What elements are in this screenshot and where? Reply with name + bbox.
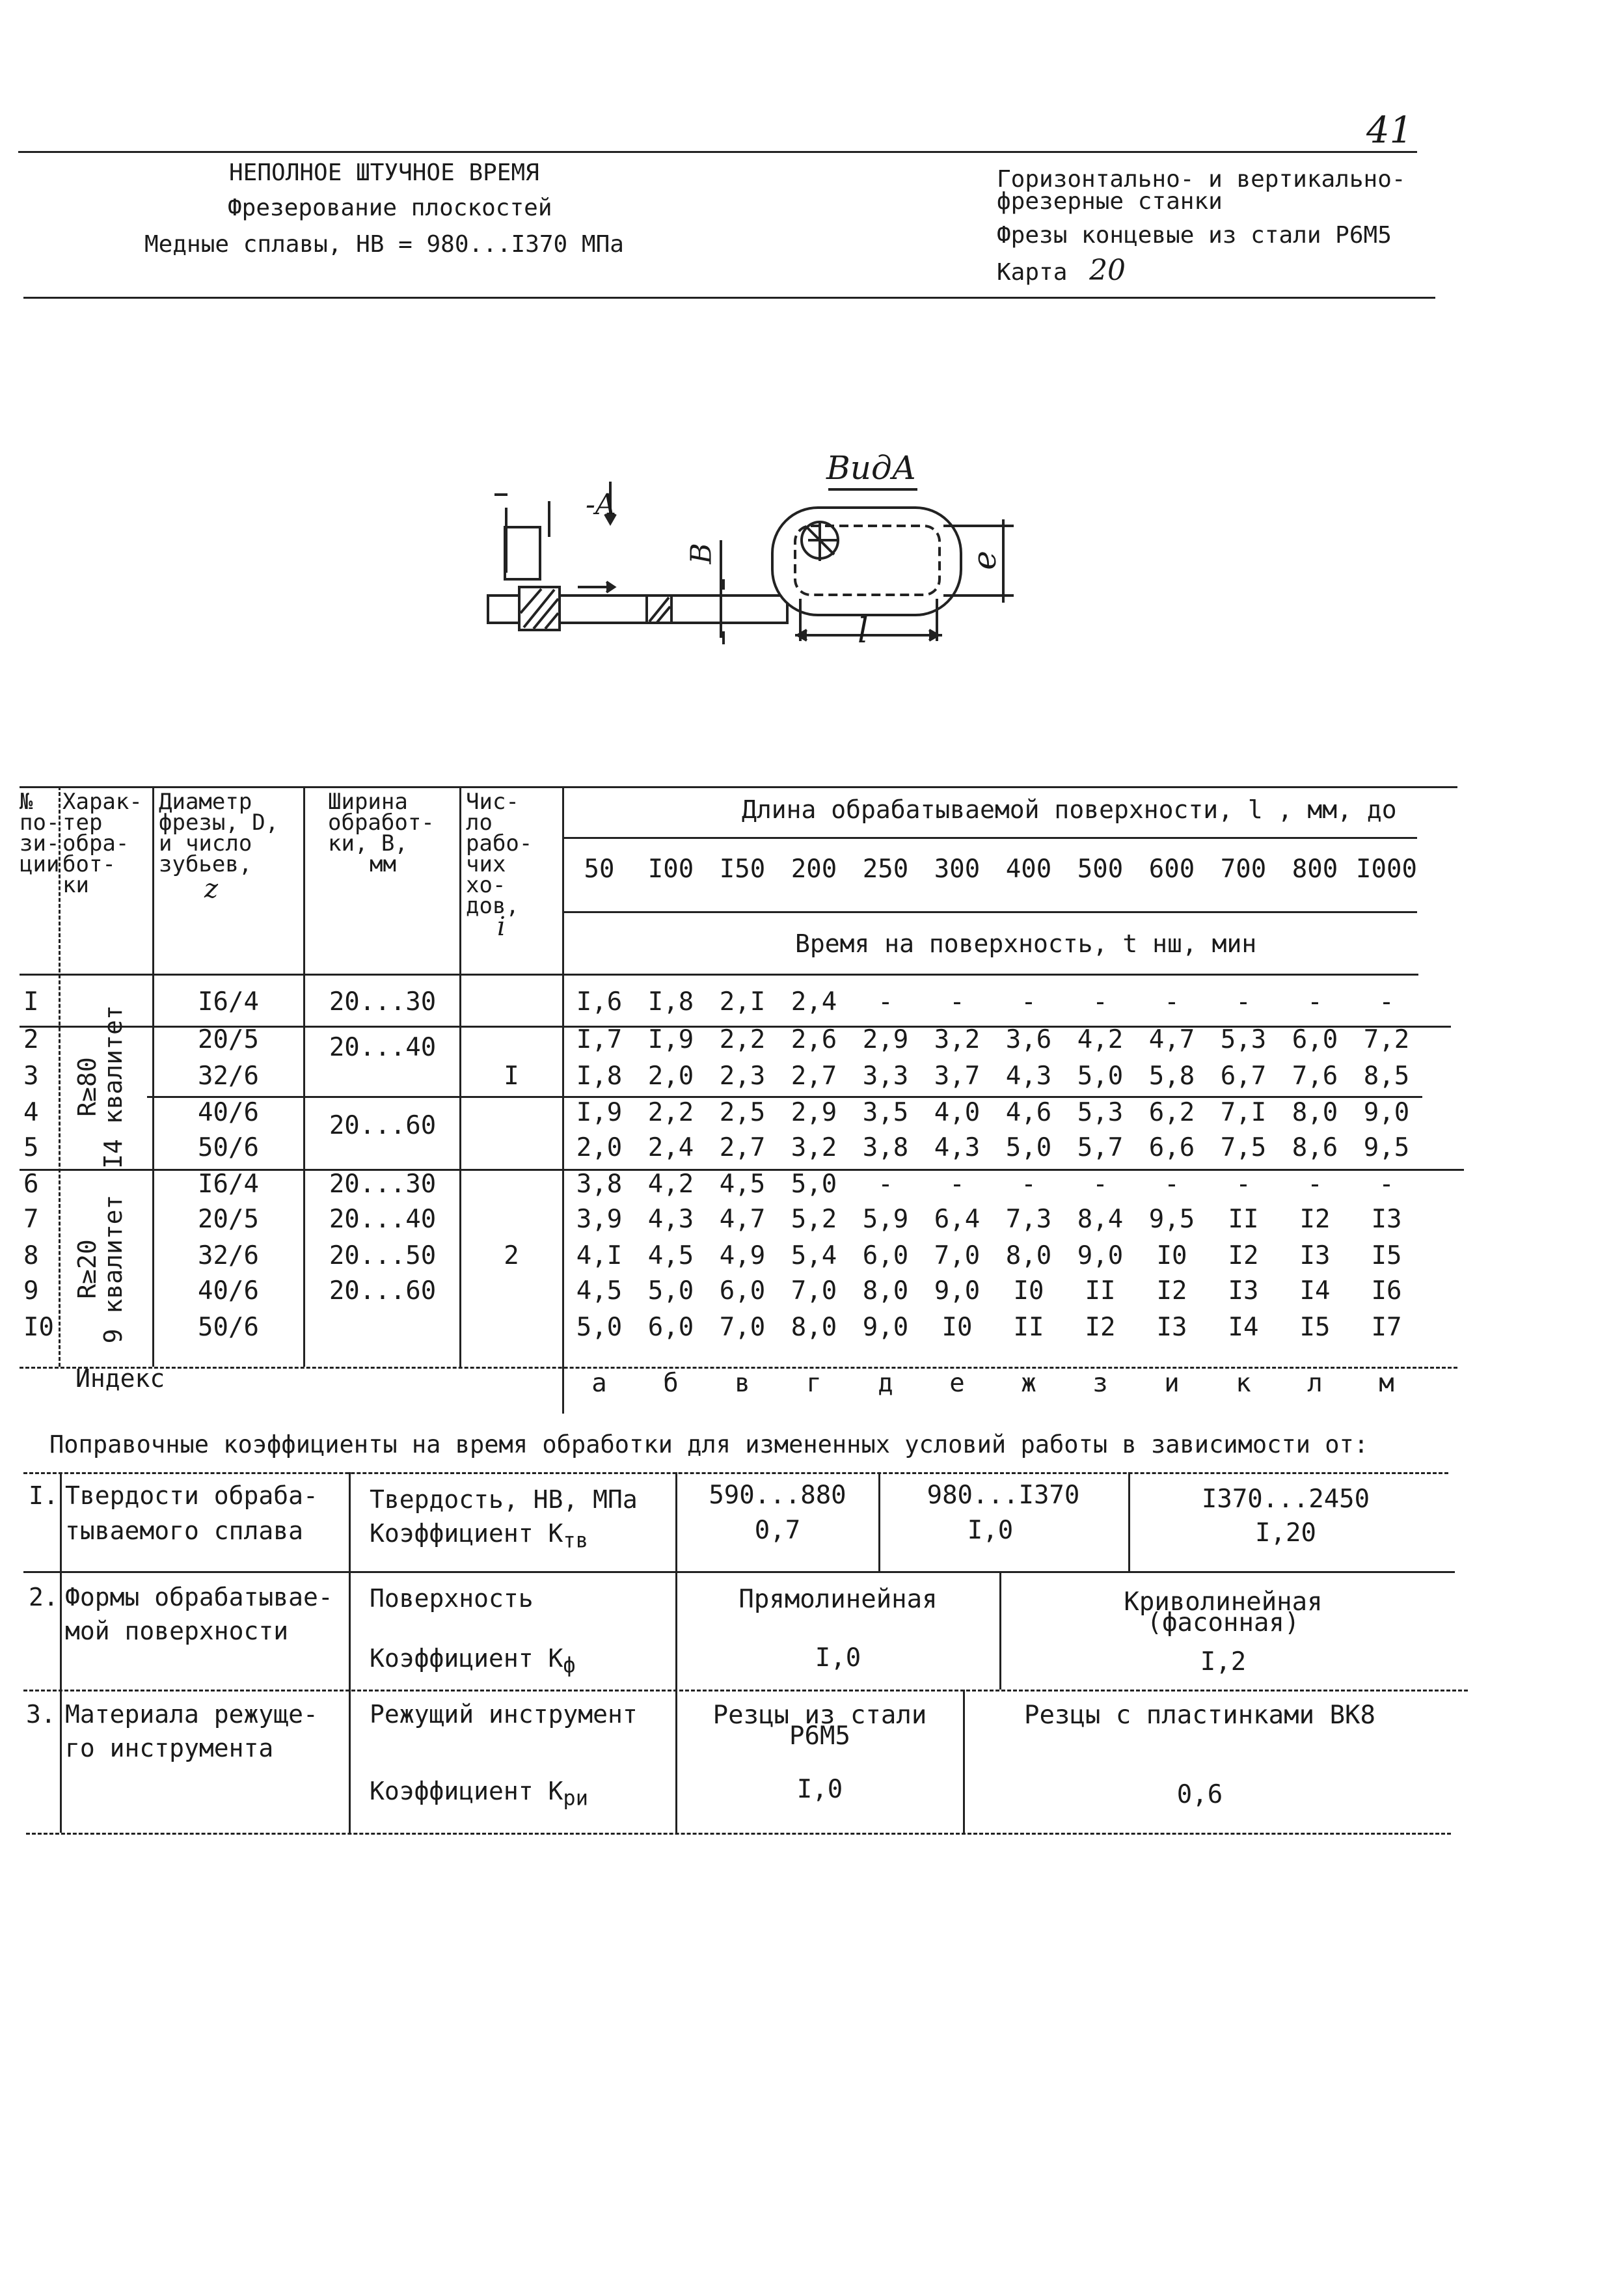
row-value: 4,5 xyxy=(647,1241,694,1270)
row-value: - xyxy=(1307,987,1323,1017)
row-value: 2,4 xyxy=(791,987,837,1017)
milling-sketch xyxy=(468,443,1054,657)
row-value: I,8 xyxy=(576,1061,623,1091)
header-char-line3: обра- xyxy=(62,830,129,856)
row-value: 6,2 xyxy=(1148,1098,1195,1127)
row-value: 6,0 xyxy=(647,1313,694,1342)
corr-r1-v3: I,20 xyxy=(1255,1518,1316,1548)
figure-label-l: l xyxy=(858,612,869,651)
figure-label-e: e xyxy=(965,551,1003,570)
row-value: I6 xyxy=(1371,1276,1402,1306)
corr-r2-v2: I,2 xyxy=(1200,1647,1247,1677)
row-value: 4,5 xyxy=(576,1276,623,1306)
corr-r2-rule xyxy=(23,1690,1468,1691)
row-value: 6,6 xyxy=(1148,1133,1195,1162)
row-value: 2,4 xyxy=(647,1133,694,1162)
header-char xyxy=(62,791,154,896)
header-diam-line5: z xyxy=(204,874,219,904)
row-value: 2,2 xyxy=(719,1025,766,1054)
row-value: 2,9 xyxy=(791,1098,837,1127)
corr-r1-param2 xyxy=(370,1519,588,1555)
row-value: 5,0 xyxy=(576,1313,623,1342)
row-diam: 40/6 xyxy=(198,1276,259,1306)
row-value: 4,9 xyxy=(719,1241,766,1270)
corr-r1-name1: Твердости обраба- xyxy=(65,1481,318,1510)
row-value: - xyxy=(1164,987,1180,1017)
row-value: I0 xyxy=(1156,1241,1187,1270)
row-diam: 50/6 xyxy=(198,1133,259,1162)
corr-r1-c1: 590...880 xyxy=(709,1481,846,1510)
row-value: - xyxy=(1307,1170,1323,1199)
row-value: 4,7 xyxy=(719,1205,766,1234)
row-value: 2,6 xyxy=(791,1025,837,1054)
row-value: I,9 xyxy=(647,1025,694,1054)
corr-r3-c1a: Резцы из стали xyxy=(712,1701,927,1730)
figure-label-b: B xyxy=(684,543,718,564)
corr-r1-name2: тываемого сплава xyxy=(65,1516,304,1545)
length-header: 50 xyxy=(584,855,615,884)
row-value: 4,2 xyxy=(647,1170,694,1199)
corr-r2-param1: Поверхность xyxy=(370,1584,534,1613)
row-value: 8,5 xyxy=(1363,1061,1410,1091)
row-value: 2,2 xyxy=(647,1098,694,1127)
row-value: II xyxy=(1228,1205,1259,1234)
row-value: - xyxy=(878,1170,893,1199)
length-header: 400 xyxy=(1005,855,1052,884)
corr-r3-param2-sub: ри xyxy=(563,1785,588,1811)
header-pos xyxy=(20,791,59,875)
header-passes-line2: ло xyxy=(466,810,493,836)
row-value: 3,6 xyxy=(1005,1025,1052,1054)
table-header-bottom-rule xyxy=(20,974,1418,976)
row-value: I3 xyxy=(1156,1313,1187,1342)
row-value: 5,4 xyxy=(791,1241,837,1270)
row-width: 20...40 xyxy=(329,1205,437,1234)
row-value: 3,7 xyxy=(934,1061,981,1091)
index-cell: е xyxy=(949,1369,965,1398)
row-value: - xyxy=(1021,987,1036,1017)
row-value: 4,2 xyxy=(1077,1025,1124,1054)
corr-r1-v2: I,0 xyxy=(967,1516,1014,1545)
row-value: I7 xyxy=(1371,1313,1402,1342)
row-value: 5,8 xyxy=(1148,1061,1195,1091)
row-diam: 40/6 xyxy=(198,1098,259,1127)
row-value: 4,3 xyxy=(1005,1061,1052,1091)
row-value: - xyxy=(1092,987,1108,1017)
length-header: 500 xyxy=(1077,855,1124,884)
row-value: 7,3 xyxy=(1005,1205,1052,1234)
length-header: 800 xyxy=(1292,855,1338,884)
row-value: 5,0 xyxy=(1077,1061,1124,1091)
row-value: I0 xyxy=(1013,1276,1044,1306)
header-diam xyxy=(159,791,302,903)
width-merged-2: 20...60 xyxy=(329,1111,437,1140)
table-length-rule xyxy=(563,837,1417,839)
row-width: 20...30 xyxy=(329,987,437,1017)
row-value: 4,7 xyxy=(1148,1025,1195,1054)
length-header: I00 xyxy=(647,855,694,884)
row-value: - xyxy=(1379,1170,1394,1199)
row-diam: 32/6 xyxy=(198,1061,259,1091)
row-value: 2,3 xyxy=(719,1061,766,1091)
row-value: 7,0 xyxy=(719,1313,766,1342)
row-value: 7,0 xyxy=(791,1276,837,1306)
header-diam-line3: и число xyxy=(159,830,252,856)
index-cell: б xyxy=(663,1369,679,1398)
row-value: 9,0 xyxy=(1077,1241,1124,1270)
row-passes: 2 xyxy=(504,1241,519,1270)
row-value: - xyxy=(1379,987,1394,1017)
header-width-line2: обработ- xyxy=(328,810,435,836)
row-value: I2 xyxy=(1228,1241,1259,1270)
row-value: 9,5 xyxy=(1148,1205,1195,1234)
row-pos: 7 xyxy=(23,1205,39,1234)
corr-r1-c3: I370...2450 xyxy=(1201,1485,1370,1514)
corr-r2-c2b: (фасонная) xyxy=(1146,1608,1300,1637)
header-char-line2: тер xyxy=(62,810,103,836)
header-passes-line7: i xyxy=(497,912,506,942)
corr-divider-r3 xyxy=(963,1690,965,1833)
length-header: I000 xyxy=(1356,855,1417,884)
index-cell: з xyxy=(1092,1369,1108,1398)
corr-r2-c1: Прямолинейная xyxy=(738,1585,938,1614)
row-value: I2 xyxy=(1085,1313,1116,1342)
row-pos: 5 xyxy=(23,1133,39,1162)
row-pos: 3 xyxy=(23,1061,39,1091)
header-diam-line4: зубьев, xyxy=(159,851,252,877)
row-value: 6,7 xyxy=(1220,1061,1267,1091)
corr-divider-1 xyxy=(60,1472,62,1833)
row-value: 6,0 xyxy=(1292,1025,1338,1054)
corr-r3-v1: I,0 xyxy=(796,1775,843,1804)
row-value: I4 xyxy=(1299,1276,1331,1306)
table-length-values-rule xyxy=(563,911,1417,913)
figure-view-title: ВидА xyxy=(826,449,917,487)
row-pos: 2 xyxy=(23,1025,39,1054)
header-width-line3: ки, В, xyxy=(328,830,408,856)
card-label-text: Карта xyxy=(997,259,1068,286)
header-passes-line6: дов, xyxy=(466,893,519,919)
index-cell: к xyxy=(1236,1369,1251,1398)
index-cell: ж xyxy=(1021,1369,1036,1398)
group2-label xyxy=(74,1185,139,1354)
header-diam-line2: фрезы, D, xyxy=(159,810,279,836)
figure-label-a: -A xyxy=(586,488,616,521)
group2-label-line2: 9 квалитет xyxy=(99,1194,128,1344)
row-value: I3 xyxy=(1371,1205,1402,1234)
row-value: 3,5 xyxy=(862,1098,909,1127)
header-passes xyxy=(466,789,562,942)
row-value: I3 xyxy=(1228,1276,1259,1306)
row-value: 7,2 xyxy=(1363,1025,1410,1054)
row-value: 7,I xyxy=(1220,1098,1267,1127)
row-value: 8,0 xyxy=(1005,1241,1052,1270)
row-value: 4,3 xyxy=(934,1133,981,1162)
group1-label-line1: R≥80 xyxy=(73,1057,102,1117)
header-diam-line1: Диаметр xyxy=(159,789,252,815)
row-value: I,9 xyxy=(576,1098,623,1127)
length-headers xyxy=(563,855,1417,888)
corr-bottom-rule xyxy=(26,1833,1451,1835)
row-value: 2,7 xyxy=(719,1133,766,1162)
row-value: - xyxy=(1021,1170,1036,1199)
corr-r1-num: I. xyxy=(29,1481,59,1510)
row-diam: 20/5 xyxy=(198,1205,259,1234)
row-value: I3 xyxy=(1299,1241,1331,1270)
group1-label xyxy=(74,1002,139,1171)
corr-divider-r2 xyxy=(999,1571,1001,1690)
row-value: 7,5 xyxy=(1220,1133,1267,1162)
header-passes-line3: рабо- xyxy=(466,830,533,856)
row-value: 5,7 xyxy=(1077,1133,1124,1162)
row-diam: 50/6 xyxy=(198,1313,259,1342)
row-passes: I xyxy=(504,1061,519,1091)
row-value: 9,0 xyxy=(862,1313,909,1342)
group1-label-line2: I4 квалитет xyxy=(99,1005,128,1169)
row-value: 2,9 xyxy=(862,1025,909,1054)
row-value: 3,2 xyxy=(934,1025,981,1054)
corrections-title: Поправочные коэффициенты на время обработки для измененных условий работы в зависимости от: xyxy=(49,1431,1369,1458)
group2-label-line1: R≥20 xyxy=(73,1239,102,1299)
row-diam: 20/5 xyxy=(198,1025,259,1054)
row-value: - xyxy=(949,987,965,1017)
row-value: 5,9 xyxy=(862,1205,909,1234)
row-value: 5,0 xyxy=(647,1276,694,1306)
header-width-line4: мм xyxy=(370,851,396,877)
corr-r2-num: 2. xyxy=(29,1583,59,1611)
row-value: 8,6 xyxy=(1292,1133,1338,1162)
row-value: - xyxy=(1236,1170,1251,1199)
row-value: - xyxy=(1164,1170,1180,1199)
row-value: - xyxy=(878,987,893,1017)
card-label xyxy=(997,254,1126,287)
row-value: 6,4 xyxy=(934,1205,981,1234)
row-value: 5,3 xyxy=(1077,1098,1124,1127)
page-number: 41 xyxy=(1366,109,1413,152)
length-header: 300 xyxy=(934,855,981,884)
row-pos: 4 xyxy=(23,1098,39,1127)
row-value: 2,7 xyxy=(791,1061,837,1091)
index-cell: д xyxy=(878,1369,893,1398)
col-divider-3 xyxy=(303,786,305,1367)
corr-r1-param1: Твердость, НВ, МПа xyxy=(370,1485,638,1514)
length-header: 600 xyxy=(1148,855,1195,884)
row-value: 3,8 xyxy=(576,1170,623,1199)
row-value: - xyxy=(949,1170,965,1199)
corr-r2-c2a: Криволинейная xyxy=(1124,1587,1323,1617)
index-label: Индекс xyxy=(75,1364,165,1393)
header-char-line4: бот- xyxy=(62,851,116,877)
row-value: II xyxy=(1013,1313,1044,1342)
row-value: 7,0 xyxy=(934,1241,981,1270)
table-top-rule xyxy=(20,786,1457,788)
length-header: I50 xyxy=(719,855,766,884)
index-cell: в xyxy=(735,1369,750,1398)
header-top-rule xyxy=(18,151,1417,153)
header-passes-line5: хо- xyxy=(466,872,506,898)
corr-r3-param2-text: Коэффициент К xyxy=(370,1777,563,1805)
row-value: 2,0 xyxy=(576,1133,623,1162)
row-value: 9,5 xyxy=(1363,1133,1410,1162)
index-cell: г xyxy=(806,1369,822,1398)
row-value: 6,0 xyxy=(862,1241,909,1270)
row-value: I,7 xyxy=(576,1025,623,1054)
header-right-line3: Фрезы концевые из стали Р6М5 xyxy=(997,222,1392,249)
row-value: 6,0 xyxy=(719,1276,766,1306)
row-pos: I0 xyxy=(23,1313,54,1342)
header-left-line3: Медные сплавы, НВ = 980...I370 МПа xyxy=(144,231,624,258)
row-value: I,6 xyxy=(576,987,623,1017)
row-value: 9,0 xyxy=(934,1276,981,1306)
header-char-line5: ки xyxy=(62,872,89,898)
length-header: 250 xyxy=(862,855,909,884)
index-cell: л xyxy=(1307,1369,1323,1398)
corr-r1-c2: 980...I370 xyxy=(927,1481,1080,1510)
corr-r2-param2-text: Коэффициент К xyxy=(370,1644,563,1673)
row-diam: I6/4 xyxy=(198,987,259,1017)
corr-r2-param2 xyxy=(370,1644,576,1680)
row-pos: 6 xyxy=(23,1170,39,1199)
length-header: 200 xyxy=(791,855,837,884)
row-value: 8,0 xyxy=(791,1313,837,1342)
row-value: 5,0 xyxy=(791,1170,837,1199)
header-time: Время на поверхность, t нш, мин xyxy=(795,929,1257,958)
header-left-line1: НЕПОЛНОЕ ШТУЧНОЕ ВРЕМЯ xyxy=(229,159,539,186)
index-cell: м xyxy=(1379,1369,1394,1398)
row-pos: 9 xyxy=(23,1276,39,1306)
header-right-line1: Горизонтально- и вертикально- xyxy=(997,166,1406,193)
row-width: 20...50 xyxy=(329,1241,437,1270)
corr-top-rule xyxy=(23,1472,1448,1474)
row-value: 4,5 xyxy=(719,1170,766,1199)
length-header: 700 xyxy=(1220,855,1267,884)
row-value: 3,8 xyxy=(862,1133,909,1162)
corr-r1-param2-text: Коэффициент К xyxy=(370,1519,563,1548)
header-length: Длина обрабатываемой поверхности, l , мм, до xyxy=(742,795,1397,824)
width-merged-1: 20...40 xyxy=(329,1033,437,1062)
index-cell: и xyxy=(1164,1369,1180,1398)
header-char-line1: Харак- xyxy=(62,789,142,815)
corr-r3-name1: Материала режуще- xyxy=(65,1700,318,1729)
header-pos-line1: № по- xyxy=(20,789,60,836)
row-value: I5 xyxy=(1371,1241,1402,1270)
row-value: - xyxy=(1236,987,1251,1017)
header-width-line1: Ширина xyxy=(328,789,408,815)
corr-r3-name2: го инструмента xyxy=(65,1734,274,1762)
row-value: 4,0 xyxy=(934,1098,981,1127)
row-value: 4,I xyxy=(576,1241,623,1270)
row-value: 2,0 xyxy=(647,1061,694,1091)
row-value: 8,0 xyxy=(862,1276,909,1306)
header-left-line2: Фрезерование плоскостей xyxy=(228,195,552,221)
header-passes-line4: чих xyxy=(466,851,506,877)
row-value: 2,I xyxy=(719,987,766,1017)
corr-r1-param2-sub: тв xyxy=(563,1527,588,1553)
row-width: 20...60 xyxy=(329,1276,437,1306)
header-bottom-rule xyxy=(23,297,1435,299)
row-value: 8,4 xyxy=(1077,1205,1124,1234)
row-value: I0 xyxy=(941,1313,973,1342)
corr-r2-name1: Формы обрабатывае- xyxy=(65,1583,333,1611)
header-pos-line3: ции xyxy=(20,851,60,877)
header-passes-line1: Чис- xyxy=(466,789,519,815)
row-value: 4,3 xyxy=(647,1205,694,1234)
row-diam: I6/4 xyxy=(198,1170,259,1199)
corr-r3-num: 3. xyxy=(26,1700,56,1729)
row-value: I5 xyxy=(1299,1313,1331,1342)
corr-r3-c1b: Р6М5 xyxy=(789,1721,850,1751)
corr-r3-c2: Резцы с пластинками ВК8 xyxy=(1023,1701,1376,1730)
index-cell: а xyxy=(591,1369,607,1398)
row-value: I2 xyxy=(1299,1205,1331,1234)
row-value: 5,0 xyxy=(1005,1133,1052,1162)
row-value: 5,3 xyxy=(1220,1025,1267,1054)
row-value: 9,0 xyxy=(1363,1098,1410,1127)
row-value: 2,5 xyxy=(719,1098,766,1127)
row-value: 3,2 xyxy=(791,1133,837,1162)
row-value: 5,2 xyxy=(791,1205,837,1234)
header-width xyxy=(328,791,458,875)
row-value: I2 xyxy=(1156,1276,1187,1306)
row-value: 3,9 xyxy=(576,1205,623,1234)
header-right-line2: фрезерные станки xyxy=(997,188,1223,215)
header-pos-line2: зи- xyxy=(20,830,60,856)
row-value: I4 xyxy=(1228,1313,1259,1342)
row-value: 8,0 xyxy=(1292,1098,1338,1127)
row-pos: 8 xyxy=(23,1241,39,1270)
row-value: I,8 xyxy=(647,987,694,1017)
row-value: 7,6 xyxy=(1292,1061,1338,1091)
corr-r2-name2: мой поверхности xyxy=(65,1617,289,1645)
row-diam: 32/6 xyxy=(198,1241,259,1270)
row-value: II xyxy=(1085,1276,1116,1306)
corr-r3-v2: 0,6 xyxy=(1176,1780,1223,1809)
corr-r1-v1: 0,7 xyxy=(754,1516,801,1545)
index-row xyxy=(563,1369,1417,1402)
corr-r3-param1: Режущий инструмент xyxy=(370,1700,638,1729)
row-value: - xyxy=(1092,1170,1108,1199)
corr-r3-param2 xyxy=(370,1777,588,1813)
corr-r2-param2-sub: ф xyxy=(563,1652,576,1678)
corr-divider-2 xyxy=(349,1472,351,1833)
corr-r1-rule xyxy=(23,1571,1455,1573)
card-number: 20 xyxy=(1089,254,1126,287)
corr-r2-v1: I,0 xyxy=(815,1643,861,1673)
row-value: 4,6 xyxy=(1005,1098,1052,1127)
row-value: 3,3 xyxy=(862,1061,909,1091)
row-pos: I xyxy=(23,987,39,1017)
row-width: 20...30 xyxy=(329,1170,437,1199)
